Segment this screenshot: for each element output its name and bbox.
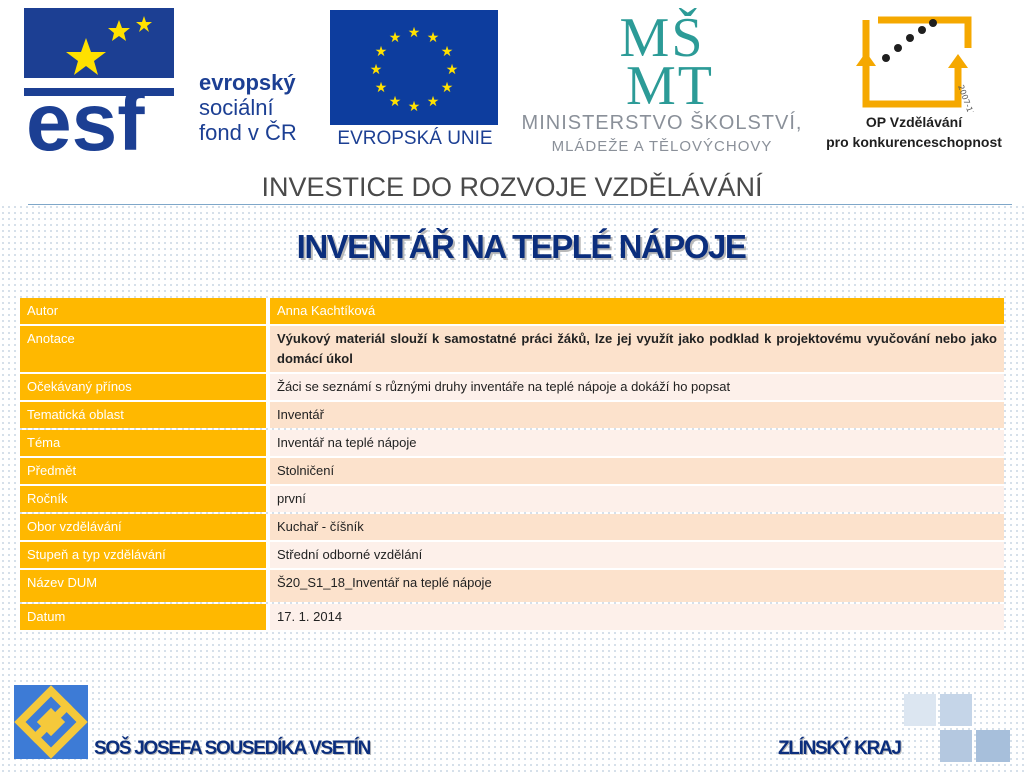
op-logo — [818, 8, 1010, 156]
row-value: Kuchař - číšník — [270, 514, 1004, 540]
svg-text:★: ★ — [388, 30, 402, 46]
msmt-logo — [512, 8, 812, 153]
row-label: Předmět — [20, 458, 270, 484]
svg-text:★: ★ — [374, 44, 388, 60]
op-line-2: pro konkurenceschopnost — [826, 134, 1002, 150]
row-label: Stupeň a typ vzdělávání — [20, 542, 270, 568]
svg-text:★: ★ — [426, 30, 440, 46]
svg-text:★: ★ — [388, 94, 402, 110]
row-label: Očekávaný přínos — [20, 374, 270, 400]
msmt-line-1: MINISTERSTVO ŠKOLSTVÍ, — [521, 112, 803, 134]
table-row — [20, 542, 1004, 568]
row-label: Název DUM — [20, 570, 270, 602]
school-logo-icon — [14, 685, 88, 759]
region-name: ZLÍNSKÝ KRAJ — [778, 738, 901, 759]
row-value: Inventář — [270, 402, 1004, 428]
row-label: Tematická oblast — [20, 402, 270, 428]
table-row — [20, 402, 1004, 428]
eu-logo — [330, 10, 500, 155]
esf-line-3: fond v ČR — [199, 120, 297, 145]
header-divider — [28, 204, 1012, 205]
row-value: Stolničení — [270, 458, 1004, 484]
svg-text:★: ★ — [440, 80, 454, 96]
row-value: Anna Kachtíková — [270, 298, 1004, 324]
svg-text:★: ★ — [440, 44, 454, 60]
table-row — [20, 604, 1004, 630]
corner-decoration — [904, 694, 1024, 768]
table-row — [20, 374, 1004, 400]
row-label: Téma — [20, 430, 270, 456]
esf-line-2: sociální — [199, 95, 274, 120]
msmt-line-2: MLÁDEŽE A TĚLOVÝCHOVY — [551, 138, 773, 155]
row-value: první — [270, 486, 1004, 512]
op-line-1: OP Vzdělávání — [865, 114, 963, 130]
row-label: Autor — [20, 298, 270, 324]
esf-logo — [24, 8, 320, 154]
svg-text:★: ★ — [407, 99, 421, 115]
table-row — [20, 570, 1004, 602]
row-value: Žáci se seznámí s různými druhy inventáře na teplé nápoje a dokáží ho popsat — [270, 374, 1004, 400]
row-label: Ročník — [20, 486, 270, 512]
svg-text:MT: MT — [626, 55, 714, 108]
op-emblem-icon — [818, 8, 1010, 112]
svg-text:★: ★ — [369, 62, 383, 78]
row-value: Inventář na teplé nápoje — [270, 430, 1004, 456]
svg-text:★: ★ — [426, 94, 440, 110]
table-row — [20, 458, 1004, 484]
svg-text:★: ★ — [407, 25, 421, 41]
table-row — [20, 298, 1004, 324]
svg-text:esf: esf — [26, 77, 145, 154]
table-row — [20, 430, 1004, 456]
table-row — [20, 326, 1004, 372]
school-name: SOŠ JOSEFA SOUSEDÍKA VSETÍN — [94, 738, 371, 759]
row-label: Datum — [20, 604, 270, 630]
row-value: Š20_S1_18_Inventář na teplé nápoje — [270, 570, 1004, 602]
svg-text:★: ★ — [374, 80, 388, 96]
row-value: 17. 1. 2014 — [270, 604, 1004, 630]
page-title: INVENTÁŘ NA TEPLÉ NÁPOJE — [296, 228, 746, 265]
svg-text:★: ★ — [445, 62, 459, 78]
svg-text:2007-13: 2007-13 — [956, 83, 977, 112]
row-label: Obor vzdělávání — [20, 514, 270, 540]
esf-line-1: evropský — [199, 70, 296, 95]
investice-tagline: INVESTICE DO ROZVOJE VZDĚLÁVÁNÍ — [261, 172, 763, 202]
eu-flag-icon — [330, 10, 498, 125]
eu-label: EVROPSKÁ UNIE — [337, 128, 493, 149]
row-label: Anotace — [20, 326, 270, 372]
table-row — [20, 486, 1004, 512]
svg-text:MŠ: MŠ — [619, 8, 705, 69]
metadata-table — [20, 296, 1004, 632]
row-value: Výukový materiál slouží k samostatné práci žáků, lze jej využít jako podklad k projektovému vyučování nebo jako domácí úkol — [270, 326, 1004, 372]
table-row — [20, 514, 1004, 540]
row-value: Střední odborné vzdělání — [270, 542, 1004, 568]
msmt-emblem-icon — [512, 8, 812, 108]
